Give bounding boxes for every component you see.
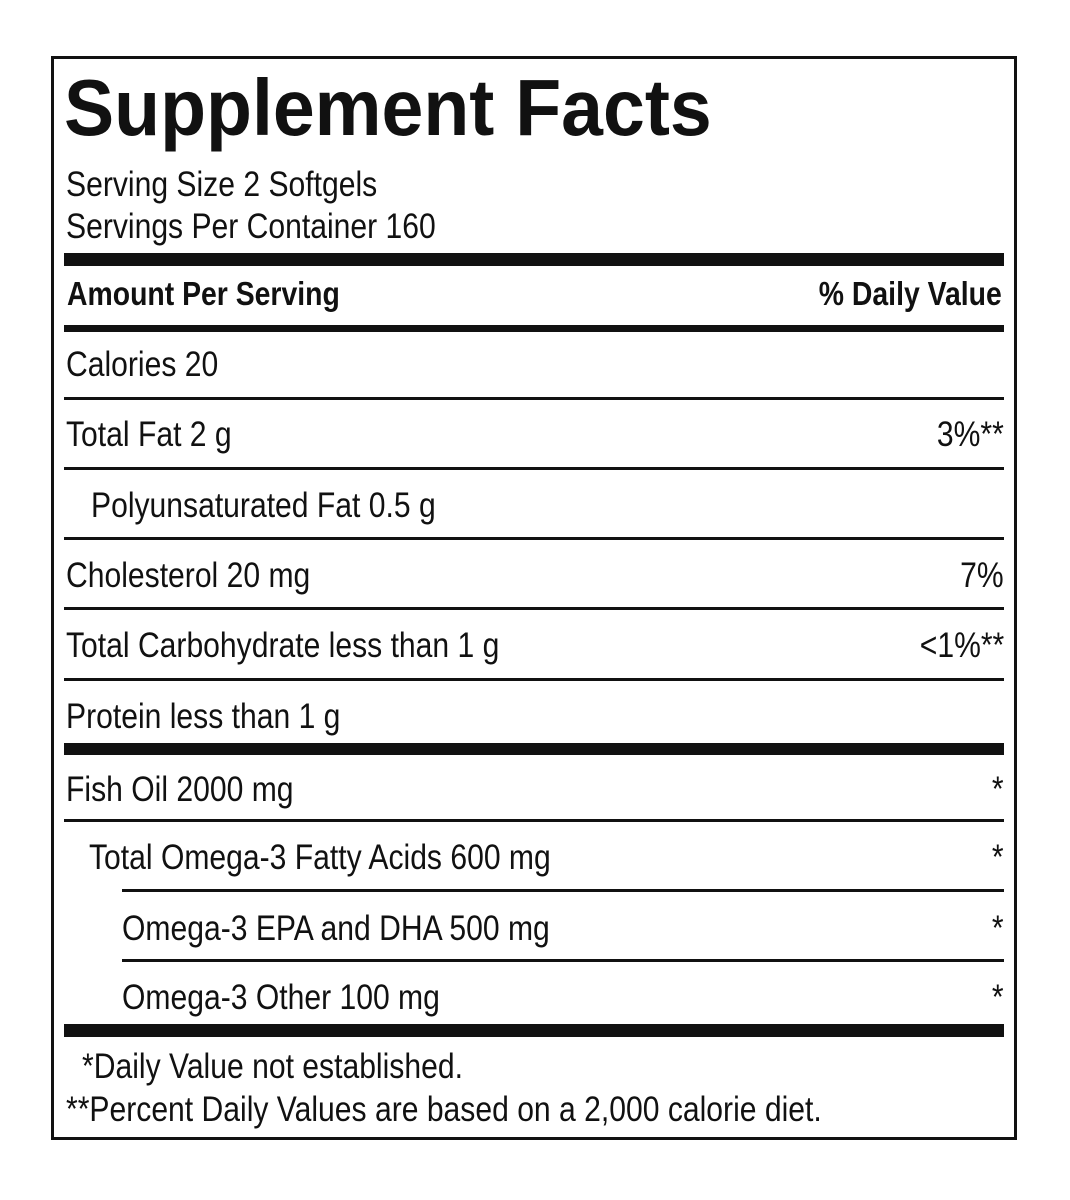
row-divider bbox=[64, 537, 1004, 540]
nutrient-row-label: Calories 20 bbox=[66, 345, 219, 384]
row-divider bbox=[64, 678, 1004, 681]
nutrient-row-label: Protein less than 1 g bbox=[66, 697, 341, 736]
row-divider bbox=[64, 819, 1004, 822]
daily-value-heading: % Daily Value bbox=[819, 275, 1002, 312]
amount-per-serving-heading: Amount Per Serving bbox=[67, 275, 340, 312]
nutrient-row-value: 7% bbox=[960, 556, 1004, 595]
footnote-percent-daily: **Percent Daily Values are based on a 2,000 calorie diet. bbox=[66, 1090, 822, 1129]
nutrient-row-label: Total Omega-3 Fatty Acids 600 mg bbox=[89, 838, 551, 877]
thick-rule-bottom bbox=[64, 1024, 1004, 1037]
nutrient-row-label: Total Fat 2 g bbox=[66, 415, 232, 454]
panel-title: Supplement Facts bbox=[64, 63, 712, 152]
nutrient-row-label: Cholesterol 20 mg bbox=[66, 556, 311, 595]
nutrient-row-label: Polyunsaturated Fat 0.5 g bbox=[91, 486, 436, 525]
row-divider bbox=[122, 959, 1004, 962]
thick-rule-top bbox=[64, 253, 1004, 266]
header-rule bbox=[64, 325, 1004, 332]
nutrient-row-value: * bbox=[992, 838, 1004, 877]
nutrient-row-value: * bbox=[992, 770, 1004, 809]
row-divider bbox=[64, 397, 1004, 400]
thick-rule-middle bbox=[64, 743, 1004, 755]
nutrient-row-value: <1%** bbox=[919, 626, 1004, 665]
nutrient-row-value: 3%** bbox=[937, 415, 1004, 454]
footnote-daily-value: *Daily Value not established. bbox=[82, 1047, 463, 1086]
row-divider bbox=[64, 607, 1004, 610]
nutrient-row-label: Omega-3 EPA and DHA 500 mg bbox=[122, 909, 550, 948]
row-divider bbox=[64, 467, 1004, 470]
nutrient-row-label: Fish Oil 2000 mg bbox=[66, 770, 294, 809]
servings-per-container: Servings Per Container 160 bbox=[66, 207, 436, 246]
nutrient-row-value: * bbox=[992, 978, 1004, 1017]
serving-size: Serving Size 2 Softgels bbox=[66, 165, 378, 204]
row-divider bbox=[122, 889, 1004, 892]
nutrient-row-value: * bbox=[992, 909, 1004, 948]
nutrient-row-label: Total Carbohydrate less than 1 g bbox=[66, 626, 500, 665]
nutrient-row-label: Omega-3 Other 100 mg bbox=[122, 978, 440, 1017]
